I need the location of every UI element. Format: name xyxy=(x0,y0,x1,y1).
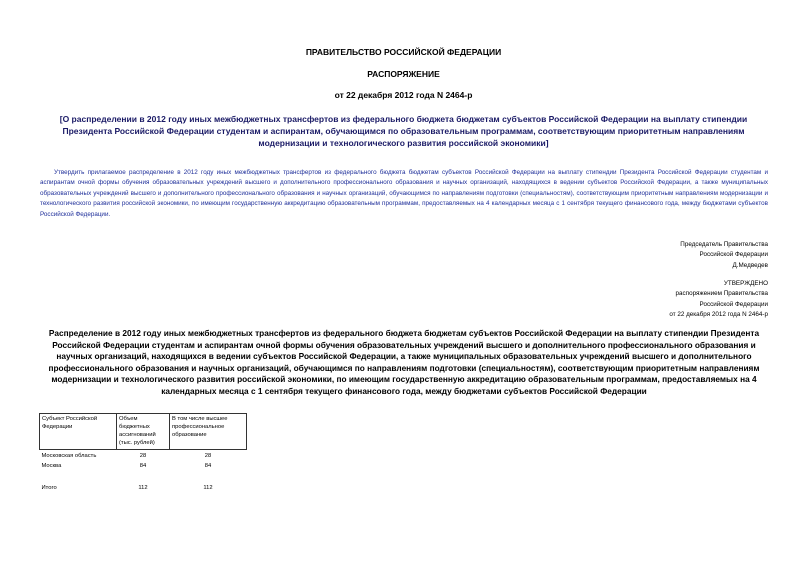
order-body xyxy=(40,168,768,220)
volume-cell: 28 xyxy=(139,453,147,459)
approval-line-2: распоряжением Правительства xyxy=(675,290,768,298)
distribution-table xyxy=(39,413,247,492)
header-subject: Субъект Российской Федерации xyxy=(40,414,117,450)
region-cell: Московская область xyxy=(41,453,97,459)
signature-block xyxy=(680,240,768,271)
approval-date: от 22 декабря 2012 года N 2464-р xyxy=(669,311,768,319)
signature-title: Председатель Правительства xyxy=(680,241,768,248)
table-total-row xyxy=(40,482,247,492)
body-lead: Утвердить прилагаемое xyxy=(54,169,129,176)
document-subject: [О распределении в 2012 году иных межбюджетных трансфертов из федерального бюджета бюджетам субъектов Российской Федерации на выплату стипендии Президента Российской Федерации студентам и аспирантам, обучающимся по образовательным программам, соответствующим приоритетным направлениям модернизации и технологического развития российской экономики] xyxy=(59,114,748,148)
distribution-title: Распределение в 2012 году иных межбюджетных трансфертов из федерального бюджета бюджетам субъектов Российской Федерации на выплату стипендии Президента Российской Федерации студентам и аспирантам очной формы обучения образовательных учреждений высшего и дополнительного профессионального образования и научных организаций, находящихся в ведении субъектов Российской Федерации, а также муниципальных образовательных учреждений высшего и дополнительного профессионального образования и научных организаций, обучающимся по направлениям подготовки (специальностям), соответствующим приоритетным направлениям модернизации и технологического развития российской экономики, по имеющим государственную аккредитацию образовательным программам, предоставляемых на 4 календарных месяца с 1 сентября текущего финансового года, между бюджетами субъектов Российской Федерации xyxy=(48,328,760,396)
distribution-link[interactable]: распределение в 2012 году иных межбюджетных трансфертов из федерального бюджета бюджетам субъектов Российской Федерации на выплату стипендии Президента Российской Федерации студентам и аспирантам очной формы обучения образовательных учреждений высшего и дополнительного профессионального образования и научных организаций, находящихся в ведении субъектов Российской Федерации, а также муниципальных образовательных учреждений высшего и дополнительного профессионального образования и научных организаций, обучающимся по направлениям подготовки (специальностям), соответствующим приоритетным направлениям модернизации и технологического развития российской экономики, по имеющим государственную аккредитацию образовательным программам, предоставляемых на 4 календарных месяца с 1 сентября текущего финансового года, между бюджетами субъектов Российской Федерации. xyxy=(40,169,768,218)
header-volume: Объем бюджетных ассигнований (тыс. рублей) xyxy=(117,414,170,450)
table-spacer-row xyxy=(40,470,247,482)
total-label: Итого xyxy=(41,485,57,491)
higher-cell: 28 xyxy=(204,453,212,459)
government-heading: ПРАВИТЕЛЬСТВО РОССИЙСКОЙ ФЕДЕРАЦИИ xyxy=(305,47,502,57)
total-higher: 112 xyxy=(203,485,213,491)
higher-cell: 84 xyxy=(204,463,212,469)
order-date: от 22 декабря 2012 года N 2464-р xyxy=(334,90,473,100)
volume-cell: 84 xyxy=(139,463,147,469)
approval-block xyxy=(669,279,768,321)
region-cell: Москва xyxy=(41,463,62,469)
approval-heading: УТВЕРЖДЕНО xyxy=(723,280,768,287)
table-row xyxy=(40,460,247,470)
table-row xyxy=(40,450,247,461)
table-header-row xyxy=(40,414,247,450)
header-higher-education: В том числе высшее профессиональное образование xyxy=(170,414,247,450)
approval-line-3: Российской Федерации xyxy=(699,300,768,308)
order-type-heading: РАСПОРЯЖЕНИЕ xyxy=(367,69,440,79)
total-volume: 112 xyxy=(138,485,148,491)
signature-name: Д.Медведев xyxy=(732,261,768,269)
signature-country: Российской Федерации xyxy=(699,251,768,259)
